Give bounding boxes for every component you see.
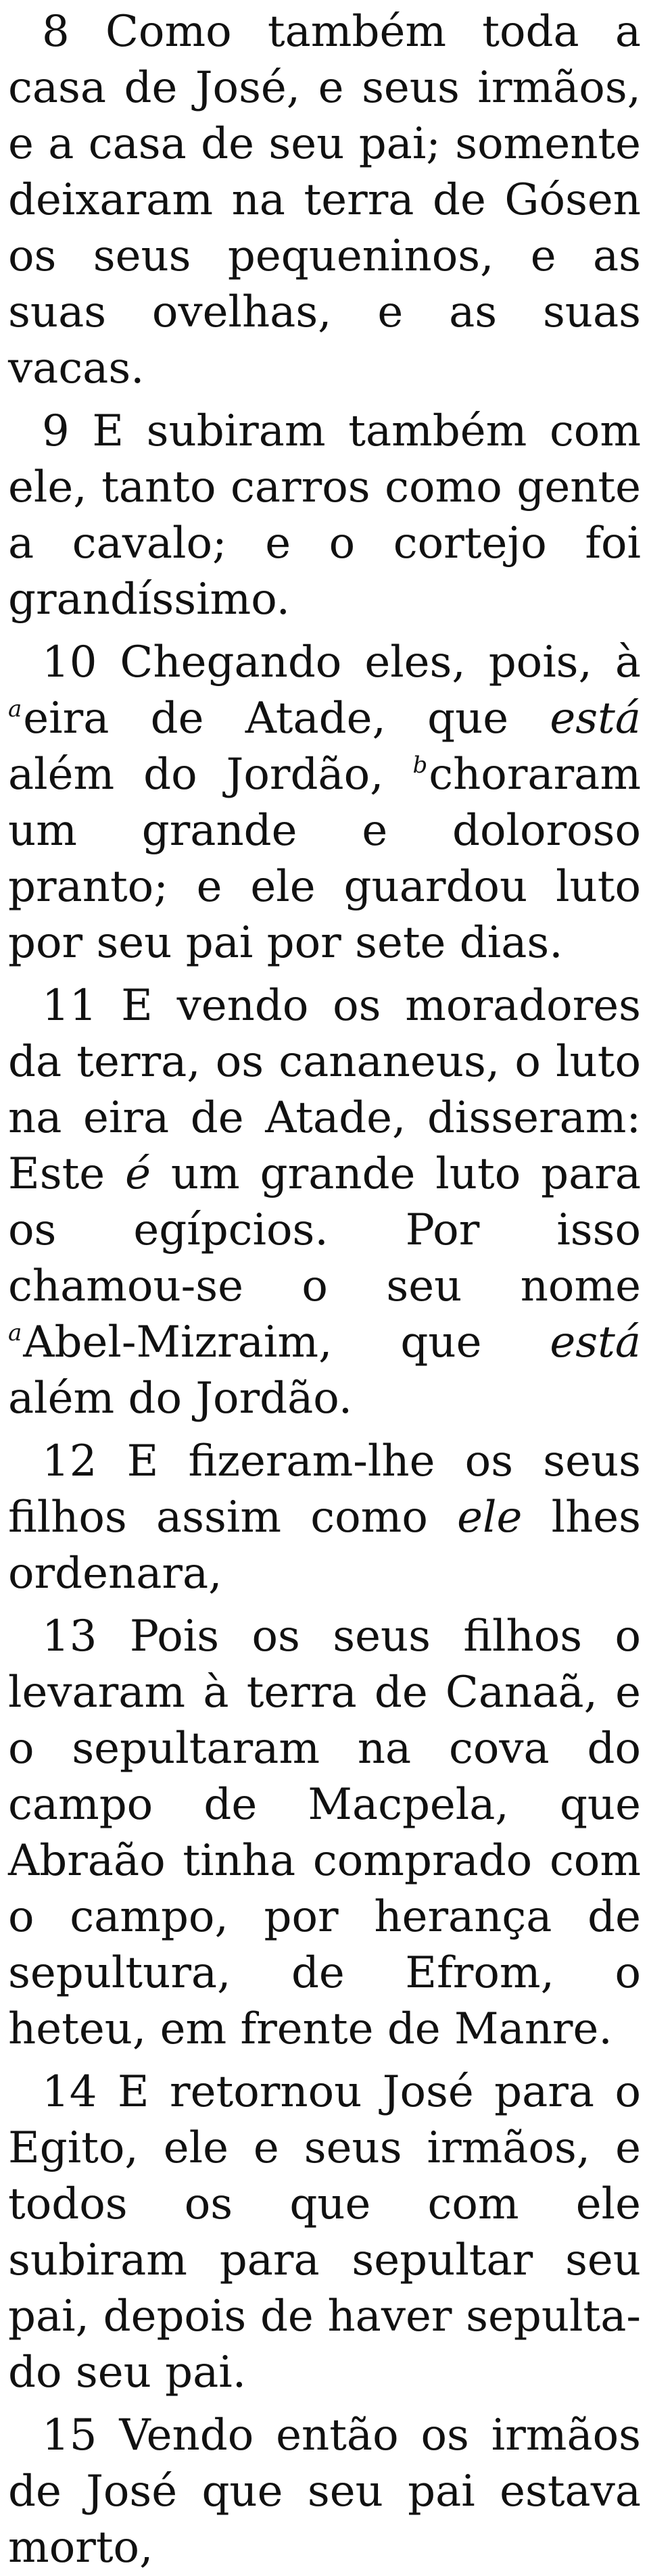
verse-text: lhes ordenara, <box>8 1492 642 1599</box>
verse-11 <box>8 978 641 1427</box>
verse-8 <box>8 4 641 397</box>
verse-text: Pois os seus filhos o levaram à terra de Canaã, e o sepultaram na cova do campo de Macpela, que Abraão tinha comprado com o campo, por herança de sepultura, de Efrom, o heteu, em frente de Manre. <box>8 1611 642 2054</box>
verse-number: 12 <box>42 1436 97 1486</box>
verse-number: 8 <box>42 7 70 57</box>
verse-number: 14 <box>42 2067 97 2117</box>
verse-text: além do Jordão, <box>8 750 413 800</box>
verse-13 <box>8 1609 641 2058</box>
verse-number: 10 <box>42 637 97 687</box>
footnote-marker[interactable]: a <box>8 1319 22 1346</box>
verse-number: 11 <box>42 981 97 1031</box>
footnote-marker[interactable]: b <box>412 752 428 779</box>
italic-text: é <box>125 1149 151 1199</box>
verse-text: E vendo os moradores da terra, os cananeus, o luto na eira de Atade, disseram: Este <box>8 981 641 1199</box>
footnote-marker[interactable]: a <box>8 696 22 723</box>
verse-number: 13 <box>42 1611 97 1661</box>
verse-12 <box>8 1434 641 1602</box>
verse-14 <box>8 2064 641 2401</box>
verse-text: Chegando eles, pois, à <box>120 637 641 687</box>
italic-text: está <box>550 694 641 744</box>
verse-text: Como também toda a casa de José, e seus irmãos, e a casa de seu pai; somente deixaram na terra de Gósen os seus pequeninos, e as suas ovelhas, e as suas vacas. <box>8 7 641 393</box>
verse-text: E subiram também com ele, tanto carros como gente a cavalo; e o cortejo foi grandíssimo. <box>8 406 642 625</box>
verse-text: E retornou José para o Egito, ele e seus irmãos, e todos os que com ele subiram para sepultar seu pai, depois de haver sepultado seu pai. <box>8 2067 642 2398</box>
verse-15 <box>8 2408 641 2576</box>
verse-text: Vendo então os irmãos de José que seu pai estava morto, <box>8 2410 642 2573</box>
verse-9 <box>8 404 641 628</box>
verse-text: além do Jordão. <box>8 1374 353 1424</box>
verse-text: Abel-Mizraim, que <box>23 1317 550 1367</box>
verse-text: choraram um grande e doloroso pranto; e ele guardou luto por seu pai por sete dias. <box>8 750 641 968</box>
verse-number: 15 <box>42 2410 97 2460</box>
verse-text: eira de Atade, que <box>23 694 550 744</box>
verse-10 <box>8 635 641 971</box>
verse-number: 9 <box>42 406 70 456</box>
italic-text: ele <box>457 1492 523 1542</box>
verse-text: E fizeram-lhe os seus filhos assim como <box>8 1436 642 1542</box>
italic-text: está <box>550 1317 641 1367</box>
verse-list <box>8 4 641 2576</box>
verse-text: um grande luto para os egípcios. Por isso chamou-se o seu nome <box>8 1149 642 1311</box>
